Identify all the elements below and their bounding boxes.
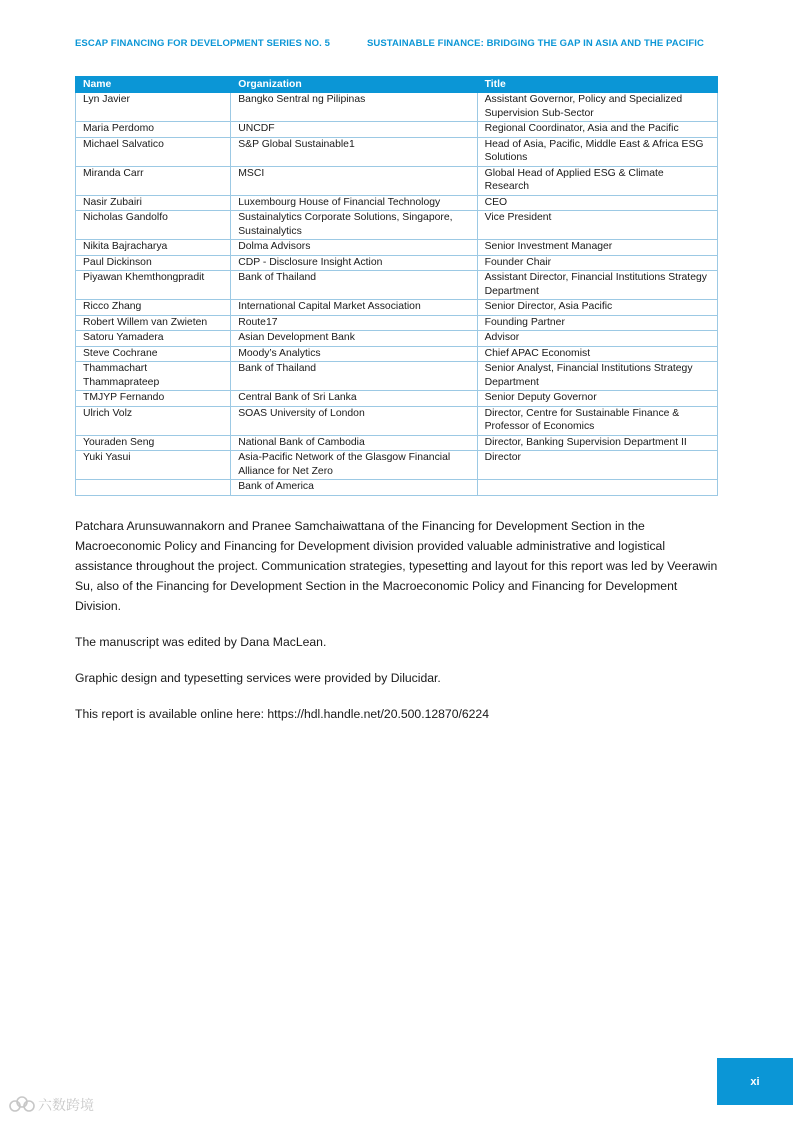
table-row <box>76 255 718 271</box>
cell-title: Vice President <box>477 211 717 240</box>
table-row <box>76 166 718 195</box>
cell-name: Youraden Seng <box>76 435 231 451</box>
cell-title: Global Head of Applied ESG & Climate Research <box>477 166 717 195</box>
cell-name: Paul Dickinson <box>76 255 231 271</box>
cell-name: Nikita Bajracharya <box>76 240 231 256</box>
cell-title: Advisor <box>477 331 717 347</box>
table-row <box>76 240 718 256</box>
cell-organization: Bangko Sentral ng Pilipinas <box>231 93 477 122</box>
cell-title <box>477 480 717 496</box>
acknowledgement-text <box>75 516 720 740</box>
editor-paragraph: The manuscript was edited by Dana MacLean. <box>75 635 327 649</box>
page-number: xi <box>750 1075 760 1088</box>
cell-name: TMJYP Fernando <box>76 391 231 407</box>
cell-organization: Central Bank of Sri Lanka <box>231 391 477 407</box>
cell-organization: Luxembourg House of Financial Technology <box>231 195 477 211</box>
running-header-title: SUSTAINABLE FINANCE: BRIDGING THE GAP IN ASIA AND THE PACIFIC <box>366 38 704 49</box>
cell-organization: National Bank of Cambodia <box>231 435 477 451</box>
cell-organization: CDP - Disclosure Insight Action <box>231 255 477 271</box>
assistance-paragraph: Patchara Arunsuwannakorn and Pranee Samchaiwattana of the Financing for Development Section in the Macroeconomic Policy and Financing for Development division provided valuable administrative and logistical assistance throughout the project. Communication strategies, typesetting and layout for this report was led by Veerawin Su, also of the Financing for Development Section in the Macroeconomic Policy and Financing for Development Division. <box>75 519 718 613</box>
table-row <box>76 122 718 138</box>
table-row <box>76 315 718 331</box>
column-header-organization: Organization <box>231 77 477 93</box>
cell-title: CEO <box>477 195 717 211</box>
cell-title: Director, Centre for Sustainable Finance & Professor of Economics <box>477 406 717 435</box>
cell-organization: Asian Development Bank <box>231 331 477 347</box>
column-header-title: Title <box>477 77 717 93</box>
cell-name: Ulrich Volz <box>76 406 231 435</box>
cell-name: Ricco Zhang <box>76 300 231 316</box>
cloud-logo-icon <box>10 1097 34 1111</box>
table-body <box>76 93 718 496</box>
cell-organization: Sustainalytics Corporate Solutions, Singapore, Sustainalytics <box>231 211 477 240</box>
cell-title: Senior Analyst, Financial Institutions Strategy Department <box>477 362 717 391</box>
cell-title: Assistant Director, Financial Institutions Strategy Department <box>477 271 717 300</box>
cell-organization: International Capital Market Association <box>231 300 477 316</box>
cell-name: Michael Salvatico <box>76 137 231 166</box>
table-row <box>76 480 718 496</box>
table-row <box>76 435 718 451</box>
table-row <box>76 451 718 480</box>
online-availability-paragraph: This report is available online here: https://hdl.handle.net/20.500.12870/6224 <box>75 707 489 721</box>
cell-title: Founding Partner <box>477 315 717 331</box>
cell-title: Senior Investment Manager <box>477 240 717 256</box>
cell-name: Yuki Yasui <box>76 451 231 480</box>
cell-organization: S&P Global Sustainable1 <box>231 137 477 166</box>
cell-title: Senior Deputy Governor <box>477 391 717 407</box>
cell-name <box>76 480 231 496</box>
cell-title: Director, Banking Supervision Department II <box>477 435 717 451</box>
watermark-text: 六数跨境 <box>38 1098 94 1114</box>
table-row <box>76 271 718 300</box>
cell-name: Robert Willem van Zwieten <box>76 315 231 331</box>
cell-organization: UNCDF <box>231 122 477 138</box>
design-paragraph: Graphic design and typesetting services were provided by Dilucidar. <box>75 671 441 685</box>
cell-title: Founder Chair <box>477 255 717 271</box>
cell-title: Regional Coordinator, Asia and the Pacific <box>477 122 717 138</box>
cell-organization: Route17 <box>231 315 477 331</box>
table-row <box>76 137 718 166</box>
cell-name: Miranda Carr <box>76 166 231 195</box>
cell-organization: Dolma Advisors <box>231 240 477 256</box>
cell-organization: MSCI <box>231 166 477 195</box>
column-header-name: Name <box>76 77 231 93</box>
watermark-logo <box>8 1094 108 1116</box>
cell-name: Lyn Javier <box>76 93 231 122</box>
cell-title: Senior Director, Asia Pacific <box>477 300 717 316</box>
table-row <box>76 346 718 362</box>
page-number-tab <box>717 1058 793 1105</box>
cell-title: Assistant Governor, Policy and Specialized Supervision Sub-Sector <box>477 93 717 122</box>
cell-organization: Moody’s Analytics <box>231 346 477 362</box>
cell-name: Nasir Zubairi <box>76 195 231 211</box>
cell-title: Chief APAC Economist <box>477 346 717 362</box>
cell-organization: Bank of Thailand <box>231 271 477 300</box>
cell-organization: Asia-Pacific Network of the Glasgow Financial Alliance for Net Zero <box>231 451 477 480</box>
running-header-series: ESCAP FINANCING FOR DEVELOPMENT SERIES NO. 5 <box>75 38 330 49</box>
cell-name: Satoru Yamadera <box>76 331 231 347</box>
table-header-row <box>76 77 718 93</box>
table-row <box>76 362 718 391</box>
table-row <box>76 331 718 347</box>
table-row <box>76 211 718 240</box>
table-row <box>76 93 718 122</box>
cell-name: Piyawan Khemthongpradit <box>76 271 231 300</box>
acknowledgements-table <box>75 76 718 496</box>
cell-title: Head of Asia, Pacific, Middle East & Africa ESG Solutions <box>477 137 717 166</box>
cell-organization: Bank of America <box>231 480 477 496</box>
cell-name: Maria Perdomo <box>76 122 231 138</box>
cell-name: Nicholas Gandolfo <box>76 211 231 240</box>
table-row <box>76 195 718 211</box>
cell-name: Steve Cochrane <box>76 346 231 362</box>
cell-name: Thammachart Thammaprateep <box>76 362 231 391</box>
table-row <box>76 300 718 316</box>
table-row <box>76 406 718 435</box>
table-row <box>76 391 718 407</box>
cell-organization: Bank of Thailand <box>231 362 477 391</box>
cell-title: Director <box>477 451 717 480</box>
cell-organization: SOAS University of London <box>231 406 477 435</box>
